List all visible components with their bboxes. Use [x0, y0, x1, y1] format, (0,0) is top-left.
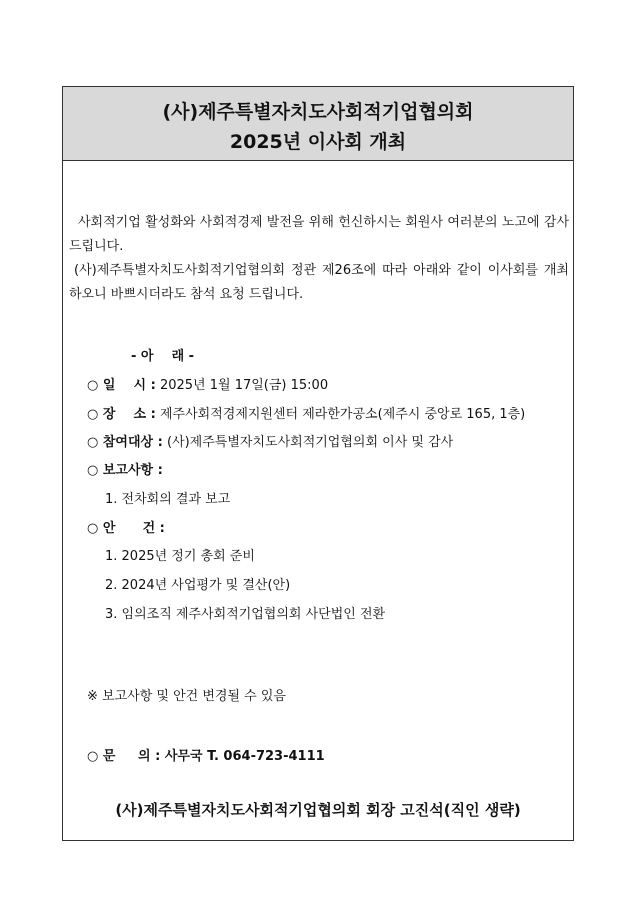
place-value: 제주사회적경제지원센터 제라한가공소(제주시 중앙로 165, 1층) — [159, 407, 526, 422]
attendees-label: ○ 참여대상 : — [87, 435, 163, 450]
date-label: ○ 일 시 : — [87, 378, 156, 393]
date-value: 2025년 1월 17일(금) 15:00 — [159, 378, 329, 393]
contact-value: 사무국 T. 064-723-4111 — [164, 749, 325, 764]
change-note: ※ 보고사항 및 안건 변경될 수 있음 — [87, 689, 286, 704]
report-item: 1. 전차회의 결과 보고 — [105, 492, 231, 507]
document-frame — [62, 86, 574, 841]
notice-heading: - 아 래 - — [131, 349, 195, 364]
title-header — [63, 87, 573, 161]
contact-row — [87, 745, 325, 764]
agenda-item-3: 3. 임의조직 제주사회적기업협의회 사단법인 전환 — [105, 607, 386, 622]
signature-line: (사)제주특별자치도사회적기업협의회 회장 고진석(직인 생략) — [115, 801, 521, 819]
intro-paragraph-2: (사)제주특별자치도사회적기업협의회 정관 제26조에 따라 아래와 같이 이사회를 개최하오니 바쁘시더라도 참석 요청 드립니다. — [69, 263, 569, 302]
title-line-2: 2025년 이사회 개최 — [229, 131, 407, 153]
date-row — [87, 374, 328, 393]
contact-label: ○ 문 의 : — [87, 749, 161, 764]
attendees-row — [87, 431, 453, 450]
place-row — [87, 403, 525, 422]
attendees-value: (사)제주특별자치도사회적기업협의회 이사 및 감사 — [166, 435, 454, 450]
agenda-label: ○ 안 건 : — [87, 521, 165, 536]
reports-label: ○ 보고사항 : — [87, 463, 163, 478]
agenda-item-2: 2. 2024년 사업평가 및 결산(안) — [105, 578, 291, 593]
place-label: ○ 장 소 : — [87, 407, 156, 422]
intro-paragraph-1: 사회적기업 활성화와 사회적경제 발전을 위해 헌신하시는 회원사 여러분의 노고에 감사드립니다. — [69, 215, 569, 254]
agenda-item-1: 1. 2025년 정기 총회 준비 — [105, 549, 255, 564]
title-line-1: (사)제주특별자치도사회적기업협의회 — [162, 101, 474, 123]
